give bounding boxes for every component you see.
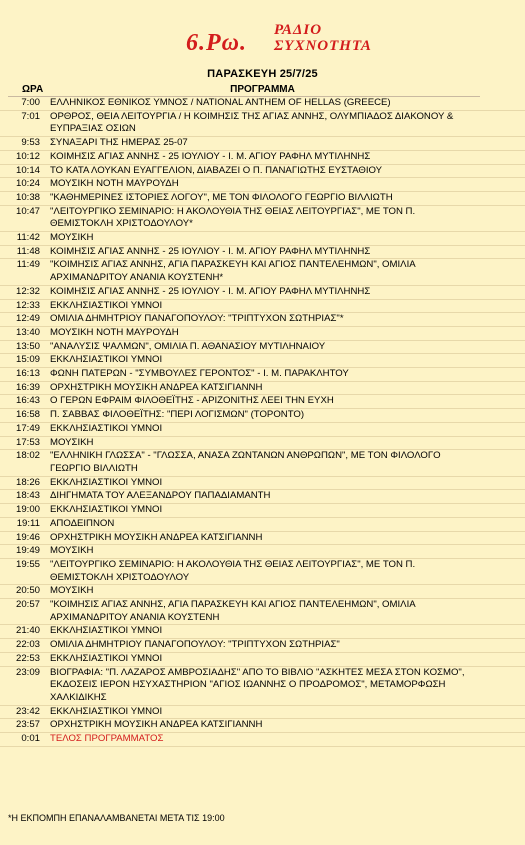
schedule-program: ΤΟ ΚΑΤΑ ΛΟΥΚΑΝ ΕΥΑΓΓΕΛΙΟΝ, ΔΙΑΒΑΖΕΙ Ο Π. ΠΑΝΑΓΙΩΤΗΣ ΕΥΣΤΑΘΙΟΥ bbox=[50, 164, 383, 176]
schedule-time: 16:58 bbox=[15, 409, 40, 421]
schedule-row bbox=[0, 409, 525, 423]
schedule-row bbox=[0, 490, 525, 504]
schedule-row bbox=[0, 450, 525, 476]
schedule-time: 10:47 bbox=[15, 205, 40, 217]
station-name bbox=[274, 22, 372, 54]
schedule-row bbox=[0, 733, 525, 747]
schedule-program: "ΛΕΙΤΟΥΡΓΙΚΟ ΣΕΜΙΝΑΡΙΟ: Η ΑΚΟΛΟΥΘΙΑ ΤΗΣ ΘΕΙΑΣ ΛΕΙΤΟΥΡΓΙΑΣ", ΜΕ ΤΟΝ Π. ΘΕΜΙΣΤΟΚΛΗ ΧΡΙΣΤΟΔΟΥΛΟΥ* bbox=[50, 205, 416, 230]
schedule-program: ΕΚΚΛΗΣΙΑΣΤΙΚΟΙ ΥΜΝΟΙ bbox=[50, 504, 163, 516]
schedule-row bbox=[0, 719, 525, 733]
schedule-row bbox=[0, 111, 525, 137]
schedule-time: 10:24 bbox=[15, 178, 40, 190]
schedule-program: "ΚΟΙΜΗΣΙΣ ΑΓΙΑΣ ΑΝΝΗΣ, ΑΓΙΑ ΠΑΡΑΣΚΕΥΗ ΚΑΙ ΑΓΙΟΣ ΠΑΝΤΕΛΕΗΜΩΝ", ΟΜΙΛΙΑ ΑΡΧΙΜΑΝΔΡΙΤΟΥ ΑΝΑΝΙΑ ΚΟΥΣΤΕΝΗ* bbox=[50, 259, 416, 284]
schedule-row bbox=[0, 286, 525, 300]
schedule-time: 18:02 bbox=[15, 450, 40, 462]
schedule-time: 11:49 bbox=[16, 259, 40, 271]
schedule-program: ΕΚΚΛΗΣΙΑΣΤΙΚΟΙ ΥΜΝΟΙ bbox=[50, 299, 163, 311]
schedule-program: ΟΜΙΛΙΑ ΔΗΜΗΤΡΙΟΥ ΠΑΝΑΓΟΠΟΥΛΟΥ: "ΤΡΙΠΤΥΧΟΝ ΣΩΤΗΡΙΑΣ" bbox=[50, 639, 340, 651]
schedule-time: 22:03 bbox=[15, 639, 40, 651]
schedule-row bbox=[0, 437, 525, 451]
schedule-time: 11:42 bbox=[16, 232, 40, 244]
schedule-time: 10:38 bbox=[15, 191, 40, 203]
schedule-program: ΦΩΝΗ ΠΑΤΕΡΩΝ - "ΣΥΜΒΟΥΛΕΣ ΓΕΡΟΝΤΟΣ" - Ι. Μ. ΠΑΡΑΚΛΗΤΟΥ bbox=[50, 368, 349, 380]
schedule-row bbox=[0, 585, 525, 599]
schedule-time: 13:40 bbox=[15, 326, 40, 338]
schedule-program: ΕΚΚΛΗΣΙΑΣΤΙΚΟΙ ΥΜΝΟΙ bbox=[50, 705, 163, 717]
schedule-row bbox=[0, 518, 525, 532]
schedule-row bbox=[0, 423, 525, 437]
schedule-time: 16:43 bbox=[15, 395, 40, 407]
schedule-program: "ΚΑΘΗΜΕΡΙΝΕΣ ΙΣΤΟΡΙΕΣ ΛΟΓΟΥ", ΜΕ ΤΟΝ ΦΙΛΟΛΟΓΟ ΓΕΩΡΓΙΟ ΒΙΛΛΙΩΤΗ bbox=[50, 191, 393, 203]
schedule-row bbox=[0, 341, 525, 355]
schedule-row bbox=[0, 151, 525, 165]
schedule-program: ΜΟΥΣΙΚΗ ΝΟΤΗ ΜΑΥΡΟΥΔΗ bbox=[50, 178, 179, 190]
schedule-row bbox=[0, 206, 525, 232]
schedule-row bbox=[0, 504, 525, 518]
schedule-row bbox=[0, 477, 525, 491]
station-logo: 6.Ρω. bbox=[186, 30, 248, 56]
schedule-row bbox=[0, 706, 525, 720]
schedule-time: 16:39 bbox=[15, 381, 40, 393]
schedule-time: 19:49 bbox=[15, 545, 40, 557]
schedule-row bbox=[0, 532, 525, 546]
schedule-table bbox=[0, 97, 525, 747]
schedule-program: ΚΟΙΜΗΣΙΣ ΑΓΙΑΣ ΑΝΝΗΣ - 25 ΙΟΥΛΙΟΥ - Ι. Μ. ΑΓΙΟΥ ΡΑΦΗΛ ΜΥΤΙΛΗΝΗΣ bbox=[50, 150, 371, 162]
schedule-program: ΕΛΛΗΝΙΚΟΣ ΕΘΝΙΚΟΣ ΥΜΝΟΣ / NATIONAL ANTHEM OF HELLAS (GREECE) bbox=[50, 97, 391, 108]
schedule-time: 11:48 bbox=[16, 245, 40, 257]
schedule-row bbox=[0, 382, 525, 396]
schedule-program: ΔΙΗΓΗΜΑΤΑ ΤΟΥ ΑΛΕΞΑΝΔΡΟΥ ΠΑΠΑΔΙΑΜΑΝΤΗ bbox=[50, 490, 271, 502]
schedule-time: 12:33 bbox=[15, 299, 40, 311]
column-header-time: ΩΡΑ bbox=[22, 84, 44, 95]
column-header-program: ΠΡΟΓΡΑΜΜΑ bbox=[230, 84, 295, 95]
schedule-program: ΚΟΙΜΗΣΙΣ ΑΓΙΑΣ ΑΝΝΗΣ - 25 ΙΟΥΛΙΟΥ - Ι. Μ. ΑΓΙΟΥ ΡΑΦΗΛ ΜΥΤΙΛΗΝΗΣ bbox=[50, 285, 371, 297]
schedule-time: 7:01 bbox=[21, 110, 40, 122]
schedule-time: 21:40 bbox=[15, 625, 40, 637]
schedule-date: ΠΑΡΑΣΚΕΥΗ 25/7/25 bbox=[207, 68, 318, 80]
schedule-row bbox=[0, 165, 525, 179]
schedule-program: ΕΚΚΛΗΣΙΑΣΤΙΚΟΙ ΥΜΝΟΙ bbox=[50, 652, 163, 664]
schedule-program: "ΛΕΙΤΟΥΡΓΙΚΟ ΣΕΜΙΝΑΡΙΟ: Η ΑΚΟΛΟΥΘΙΑ ΤΗΣ ΘΕΙΑΣ ΛΕΙΤΟΥΡΓΙΑΣ", ΜΕ ΤΟΝ Π. ΘΕΜΙΣΤΟΚΛΗ ΧΡΙΣΤΟΔΟΥΛΟΥ bbox=[50, 558, 416, 583]
schedule-row bbox=[0, 354, 525, 368]
schedule-program: ΟΜΙΛΙΑ ΔΗΜΗΤΡΙΟΥ ΠΑΝΑΓΟΠΟΥΛΟΥ: "ΤΡΙΠΤΥΧΟΝ ΣΩΤΗΡΙΑΣ"* bbox=[50, 313, 344, 325]
schedule-program: ΜΟΥΣΙΚΗ bbox=[50, 545, 94, 557]
schedule-time: 9:53 bbox=[21, 137, 40, 149]
schedule-time: 22:53 bbox=[15, 652, 40, 664]
schedule-program: Π. ΣΑΒΒΑΣ ΦΙΛΟΘΕΪΤΗΣ: "ΠΕΡΙ ΛΟΓΙΣΜΩΝ" (ΤΟΡΟΝΤΟ) bbox=[50, 409, 305, 421]
schedule-row bbox=[0, 545, 525, 559]
schedule-program: ΟΡΘΡΟΣ, ΘΕΙΑ ΛΕΙΤΟΥΡΓΙΑ / Η ΚΟΙΜΗΣΙΣ ΤΗΣ ΑΓΙΑΣ ΑΝΝΗΣ, ΟΛΥΜΠΙΑΔΟΣ ΔΙΑΚΟΝΟΥ & ΕΥΠΡΑΞΙΑΣ ΟΣΙΩΝ bbox=[50, 110, 454, 135]
schedule-row bbox=[0, 313, 525, 327]
schedule-time: 15:09 bbox=[15, 354, 40, 366]
schedule-row bbox=[0, 599, 525, 625]
schedule-row bbox=[0, 192, 525, 206]
schedule-program: "ΚΟΙΜΗΣΙΣ ΑΓΙΑΣ ΑΝΝΗΣ, ΑΓΙΑ ΠΑΡΑΣΚΕΥΗ ΚΑΙ ΑΓΙΟΣ ΠΑΝΤΕΛΕΗΜΩΝ", ΟΜΙΛΙΑ ΑΡΧΙΜΑΝΔΡΙΤΟΥ ΑΝΑΝΙΑ ΚΟΥΣΤΕΝΗ bbox=[50, 599, 416, 623]
schedule-time: 23:42 bbox=[15, 705, 40, 717]
schedule-row bbox=[0, 300, 525, 314]
station-name-line1: ΡΑΔΙΟ bbox=[274, 22, 323, 38]
schedule-time: 23:57 bbox=[15, 719, 40, 731]
schedule-program: Ο ΓΕΡΩΝ ΕΦΡΑΙΜ ΦΙΛΟΘΕΪΤΗΣ - ΑΡΙΖΟΝΙΤΗΣ ΛΕΕΙ ΤΗΝ ΕΥΧΗ bbox=[50, 395, 334, 407]
schedule-program: ΚΟΙΜΗΣΙΣ ΑΓΙΑΣ ΑΝΝΗΣ - 25 ΙΟΥΛΙΟΥ - Ι. Μ. ΑΓΙΟΥ ΡΑΦΗΛ ΜΥΤΙΛΗΝΗΣ bbox=[50, 245, 371, 257]
schedule-program: ΟΡΧΗΣΤΡΙΚΗ ΜΟΥΣΙΚΗ ΑΝΔΡΕΑ ΚΑΤΣΙΓΙΑΝΝΗ bbox=[50, 719, 263, 731]
schedule-time: 10:14 bbox=[15, 164, 40, 176]
header bbox=[0, 0, 525, 72]
schedule-program: ΜΟΥΣΙΚΗ bbox=[50, 585, 94, 597]
schedule-time: 10:12 bbox=[15, 150, 40, 162]
schedule-time: 19:00 bbox=[15, 504, 40, 516]
schedule-time: 12:32 bbox=[15, 285, 40, 297]
station-name-line2: ΣΥΧΝΟΤΗΤΑ bbox=[274, 38, 372, 54]
schedule-row bbox=[0, 259, 525, 285]
schedule-row bbox=[0, 395, 525, 409]
schedule-row bbox=[0, 625, 525, 639]
schedule-program: ΣΥΝΑΞΑΡΙ ΤΗΣ ΗΜΕΡΑΣ 25-07 bbox=[50, 137, 188, 149]
schedule-time: 20:50 bbox=[15, 585, 40, 597]
schedule-row bbox=[0, 368, 525, 382]
schedule-time: 19:11 bbox=[16, 517, 40, 529]
schedule-time: 7:00 bbox=[21, 97, 40, 108]
schedule-program: ΑΠΟΔΕΙΠΝΟΝ bbox=[50, 517, 115, 529]
schedule-program: ΟΡΧΗΣΤΡΙΚΗ ΜΟΥΣΙΚΗ ΑΝΔΡΕΑ ΚΑΤΣΙΓΙΑΝΝΗ bbox=[50, 531, 263, 543]
schedule-time: 18:43 bbox=[15, 490, 40, 502]
schedule-program: "ΑΝΑΛΥΣΙΣ ΨΑΛΜΩΝ", ΟΜΙΛΙΑ Π. ΑΘΑΝΑΣΙΟΥ ΜΥΤΙΛΗΝΑΙΟΥ bbox=[50, 340, 326, 352]
schedule-time: 20:57 bbox=[15, 599, 40, 611]
schedule-program: ΜΟΥΣΙΚΗ bbox=[50, 232, 94, 244]
schedule-row bbox=[0, 667, 525, 706]
schedule-row bbox=[0, 653, 525, 667]
schedule-program: "ΕΛΛΗΝΙΚΗ ΓΛΩΣΣΑ" - "ΓΛΩΣΣΑ, ΑΝΑΣΑ ΖΩΝΤΑΝΩΝ ΑΝΘΡΩΠΩΝ", ΜΕ ΤΟΝ ΦΙΛΟΛΟΓΟ ΓΕΩΡΓΙΟ ΒΙΛΛΙΩΤΗ bbox=[50, 450, 441, 474]
schedule-time: 13:50 bbox=[15, 340, 40, 352]
schedule-program: ΜΟΥΣΙΚΗ bbox=[50, 436, 94, 448]
schedule-time: 19:46 bbox=[15, 531, 40, 543]
schedule-time: 16:13 bbox=[15, 368, 40, 380]
schedule-program: ΕΚΚΛΗΣΙΑΣΤΙΚΟΙ ΥΜΝΟΙ bbox=[50, 422, 163, 434]
schedule-row bbox=[0, 97, 525, 111]
schedule-end-program: ΤΕΛΟΣ ΠΡΟΓΡΑΜΜΑΤΟΣ bbox=[50, 733, 164, 745]
schedule-row bbox=[0, 639, 525, 653]
schedule-time: 23:09 bbox=[15, 666, 40, 678]
schedule-time: 18:26 bbox=[15, 476, 40, 488]
schedule-row bbox=[0, 232, 525, 246]
schedule-program: ΕΚΚΛΗΣΙΑΣΤΙΚΟΙ ΥΜΝΟΙ bbox=[50, 354, 163, 366]
schedule-time: 19:55 bbox=[15, 558, 40, 570]
schedule-time: 12:49 bbox=[15, 313, 40, 325]
schedule-time: 17:53 bbox=[15, 436, 40, 448]
schedule-program: ΜΟΥΣΙΚΗ ΝΟΤΗ ΜΑΥΡΟΥΔΗ bbox=[50, 326, 179, 338]
schedule-time: 0:01 bbox=[21, 733, 40, 745]
schedule-program: ΕΚΚΛΗΣΙΑΣΤΙΚΟΙ ΥΜΝΟΙ bbox=[50, 625, 163, 637]
footnote: *Η ΕΚΠΟΜΠΗ ΕΠΑΝΑΛΑΜΒΑΝΕΤΑΙ ΜΕΤΑ ΤΙΣ 19:00 bbox=[8, 813, 225, 823]
schedule-row bbox=[0, 137, 525, 151]
schedule-row bbox=[0, 327, 525, 341]
schedule-row bbox=[0, 178, 525, 192]
schedule-program: ΟΡΧΗΣΤΡΙΚΗ ΜΟΥΣΙΚΗ ΑΝΔΡΕΑ ΚΑΤΣΙΓΙΑΝΝΗ bbox=[50, 381, 263, 393]
schedule-program: ΒΙΟΓΡΑΦΙΑ: "Π. ΛΑΖΑΡΟΣ ΑΜΒΡΟΣΙΑΔΗΣ" ΑΠΟ ΤΟ ΒΙΒΛΙΟ "ΑΣΚΗΤΕΣ ΜΕΣΑ ΣΤΟΝ ΚΟΣΜΟ", ΕΚΔΟΣΕΙΣ ΙΕΡΟΝ ΗΣΥΧΑΣΤΗΡΙΟΝ "ΑΓΙΟΣ ΙΩΑΝΝΗΣ Ο ΠΡΟΔΡΟΜΟΣ", ΜΕΤΑΜΟΡΦΩΣΗ ΧΑΛΚΙΔΙΚΗΣ bbox=[50, 666, 465, 703]
schedule-time: 17:49 bbox=[15, 422, 40, 434]
schedule-program: ΕΚΚΛΗΣΙΑΣΤΙΚΟΙ ΥΜΝΟΙ bbox=[50, 476, 163, 488]
schedule-row bbox=[0, 246, 525, 260]
schedule-row bbox=[0, 559, 525, 585]
